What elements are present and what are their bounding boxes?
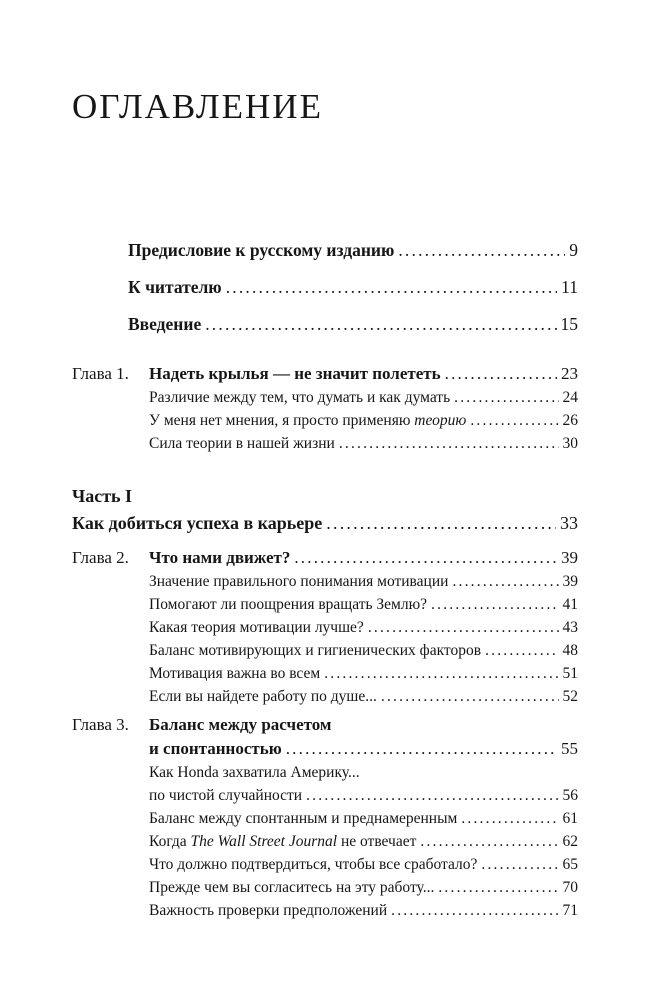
toc-line	[72, 510, 578, 537]
toc-entry-text	[72, 510, 322, 537]
toc-entry-text	[149, 386, 450, 409]
toc-line	[149, 784, 578, 807]
toc-line	[149, 830, 578, 853]
toc-entry-text	[149, 546, 290, 570]
dot-leader	[391, 899, 558, 922]
toc-subentry	[149, 807, 578, 830]
text-segment: Часть I	[72, 486, 133, 506]
dot-leader	[326, 510, 556, 537]
page-number: 11	[561, 277, 578, 297]
page-number: 39	[562, 573, 578, 590]
toc-item-front	[72, 312, 578, 336]
toc-subentry	[149, 593, 578, 616]
dot-leader	[485, 639, 558, 662]
toc-line	[149, 685, 578, 708]
toc-line	[149, 761, 578, 784]
toc-entry-text	[149, 432, 335, 455]
toc-entry-text	[149, 784, 302, 807]
toc-line	[149, 616, 578, 639]
chapter-content	[149, 362, 578, 455]
page-number: 56	[562, 787, 578, 804]
toc-item-chapter	[72, 362, 578, 455]
page-title: ОГЛАВЛЕНИЕ	[72, 87, 323, 126]
toc-entry-text	[72, 483, 132, 510]
page-number: 51	[562, 665, 578, 682]
dot-leader	[226, 275, 557, 299]
toc-line	[128, 275, 578, 299]
toc-item-chapter	[72, 546, 578, 708]
text-segment: Баланс между расчетом	[149, 715, 332, 734]
text-segment: по чистой случайности	[149, 787, 303, 804]
page-number: 23	[561, 364, 578, 383]
chapter-subsections	[149, 570, 578, 708]
toc-line	[149, 570, 578, 593]
toc-entry-text	[149, 713, 332, 737]
toc-line	[149, 899, 578, 922]
page-number: 30	[562, 435, 578, 452]
toc-entry-text	[149, 853, 477, 876]
text-segment: Баланс между спонтанным и преднамеренным	[149, 810, 458, 827]
text-segment: Предисловие к русскому изданию	[128, 240, 395, 260]
toc-subentry	[149, 830, 578, 853]
toc-entry-text	[128, 312, 201, 336]
text-segment: The Wall Street Journal	[190, 833, 338, 850]
text-segment: У меня нет мнения, я просто применяю	[149, 412, 415, 429]
toc-line	[128, 312, 578, 336]
toc-subentry	[149, 616, 578, 639]
text-segment: Надеть крылья — не значит полететь	[149, 364, 441, 383]
text-segment: К читателю	[128, 277, 222, 297]
text-segment: Сила теории в нашей жизни	[149, 435, 335, 452]
dot-leader	[306, 784, 558, 807]
toc-line	[149, 639, 578, 662]
dot-leader	[461, 807, 558, 830]
toc-item-front	[72, 238, 578, 262]
toc-subentry	[149, 853, 578, 876]
text-segment: Значение правильного понимания мотивации	[149, 573, 449, 590]
toc-subentry	[149, 662, 578, 685]
toc-subentry	[149, 685, 578, 708]
dot-leader	[454, 386, 558, 409]
chapter-content	[149, 713, 578, 922]
page-number: 9	[569, 240, 578, 260]
dot-leader	[445, 362, 557, 386]
toc-entry-text	[149, 662, 320, 685]
toc-subentry	[149, 386, 578, 409]
page-number: 48	[562, 642, 578, 659]
toc-line	[149, 593, 578, 616]
text-segment: Что нами движет?	[149, 548, 291, 567]
toc-subentry	[149, 761, 578, 807]
toc-line	[149, 409, 578, 432]
toc-entry-text	[149, 593, 427, 616]
dot-leader	[470, 409, 558, 432]
dot-leader	[452, 570, 558, 593]
text-segment: Как добиться успеха в карьере	[72, 513, 323, 533]
chapter-label: Глава 1.	[72, 364, 129, 383]
chapter-label: Глава 2.	[72, 548, 129, 567]
toc-subentry	[149, 409, 578, 432]
page-number: 24	[562, 389, 578, 406]
toc-line	[149, 546, 578, 570]
toc-line	[149, 876, 578, 899]
page-number: 33	[560, 513, 578, 533]
text-segment: Какая теория мотивации лучше?	[149, 619, 364, 636]
toc-line	[149, 737, 578, 761]
toc-line	[149, 362, 578, 386]
page-number: 71	[562, 902, 578, 919]
dot-leader	[368, 616, 559, 639]
toc-entry-text	[149, 761, 360, 784]
text-segment: Баланс мотивирующих и гигиенических факторов	[149, 642, 482, 659]
toc-subentry	[149, 570, 578, 593]
toc-item-front	[72, 275, 578, 299]
toc-item-chapter	[72, 713, 578, 922]
dot-leader	[481, 853, 558, 876]
toc-entry-text	[149, 685, 377, 708]
dot-leader	[381, 685, 559, 708]
text-segment: Прежде чем вы согласитесь на эту работу...	[149, 879, 435, 896]
toc-line	[149, 432, 578, 455]
dot-leader	[286, 737, 557, 761]
toc-entry-text	[149, 807, 457, 830]
text-segment: Если вы найдете работу по душе...	[149, 688, 377, 705]
toc-item-part	[72, 483, 578, 537]
text-segment: и спонтанностью	[149, 739, 282, 758]
page-number: 62	[562, 833, 578, 850]
page-number: 65	[562, 856, 578, 873]
text-segment: Помогают ли поощрения вращать Землю?	[149, 596, 428, 613]
text-segment: не отвечает	[337, 833, 417, 850]
toc-line	[149, 662, 578, 685]
toc-entry-text	[149, 362, 441, 386]
dot-leader	[420, 830, 558, 853]
toc-line	[149, 807, 578, 830]
page-number: 41	[562, 596, 578, 613]
toc-subentry	[149, 899, 578, 922]
page-number: 70	[562, 879, 578, 896]
toc-line	[149, 713, 578, 737]
toc-entry-text	[128, 238, 394, 262]
toc-line	[149, 853, 578, 876]
toc-entry-text	[149, 639, 481, 662]
toc-entry-text	[149, 737, 282, 761]
toc-subentry	[149, 639, 578, 662]
toc-entry-text	[149, 616, 364, 639]
dot-leader	[205, 312, 556, 336]
page-number: 52	[562, 688, 578, 705]
chapter-subsections	[149, 761, 578, 922]
dot-leader	[438, 876, 558, 899]
text-segment: Когда	[149, 833, 191, 850]
text-segment: Введение	[128, 314, 202, 334]
text-segment: Различие между тем, что думать и как думать	[149, 389, 451, 406]
text-segment: Мотивация важна во всем	[149, 665, 321, 682]
toc-entry-text	[149, 409, 466, 432]
page-number: 55	[561, 739, 578, 758]
toc-entry-text	[149, 570, 448, 593]
dot-leader	[339, 432, 559, 455]
toc-entry-text	[149, 876, 434, 899]
text-segment: Как Honda захватила Америку...	[149, 764, 360, 781]
page-number: 43	[562, 619, 578, 636]
toc-line	[149, 386, 578, 409]
toc-subentry	[149, 876, 578, 899]
dot-leader	[431, 593, 558, 616]
toc-line	[128, 238, 578, 262]
page-number: 39	[561, 548, 578, 567]
text-segment: теорию	[414, 412, 467, 429]
toc-entry-text	[128, 275, 222, 299]
text-segment: Что должно подтвердиться, чтобы все сработало?	[149, 856, 478, 873]
dot-leader	[324, 662, 558, 685]
toc-list	[72, 238, 578, 922]
chapter-content	[149, 546, 578, 708]
chapter-subsections	[149, 386, 578, 455]
toc-subentry	[149, 432, 578, 455]
page-number: 26	[562, 412, 578, 429]
chapter-label: Глава 3.	[72, 715, 129, 734]
text-segment: Важность проверки предположений	[149, 902, 388, 919]
dot-leader	[398, 238, 565, 262]
toc-entry-text	[149, 899, 387, 922]
toc-entry-text	[149, 830, 416, 853]
page-number: 15	[560, 314, 578, 334]
dot-leader	[294, 546, 557, 570]
page-number: 61	[562, 810, 578, 827]
toc-line	[72, 483, 578, 510]
